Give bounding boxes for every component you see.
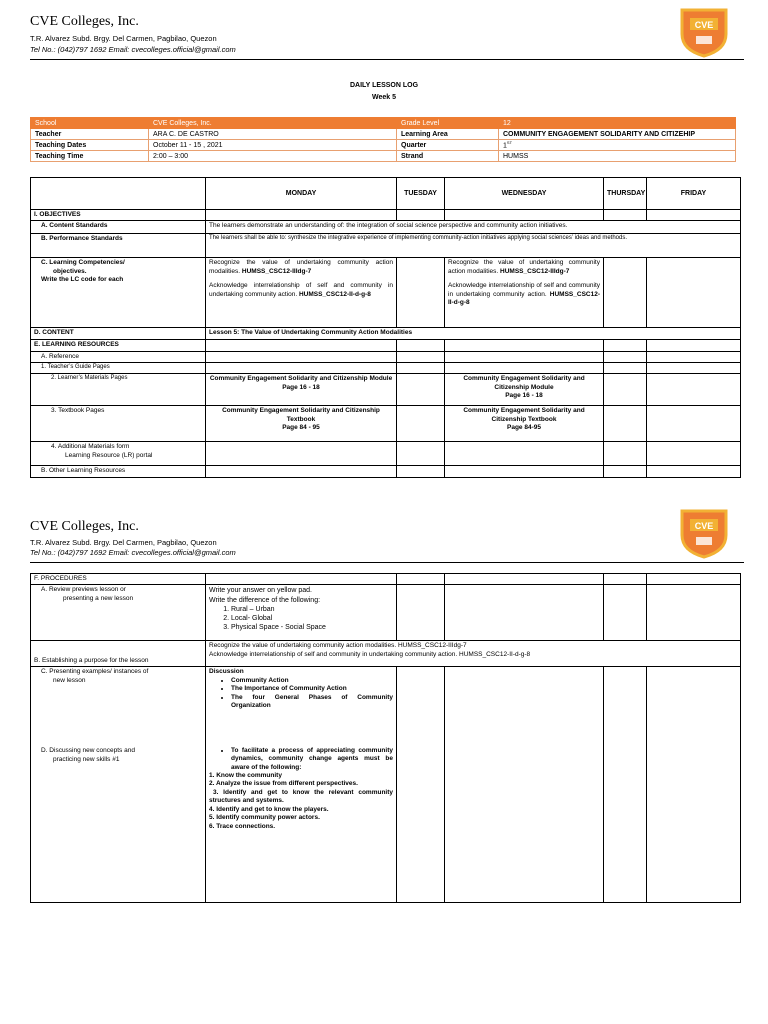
dates-value: October 11 - 15 , 2021: [149, 140, 397, 151]
review-label: [31, 585, 206, 641]
empty-cell: [604, 442, 647, 466]
concepts-bullet: • To facilitate a process of appreciating community dynamics, community change agents must be aware of the following:: [231, 747, 393, 772]
empty-cell: [647, 374, 741, 406]
empty-cell: [647, 258, 741, 328]
info-row-school: [31, 118, 736, 129]
competency-text: Acknowledge interrelationship of self and community in undertaking community action.: [448, 282, 600, 298]
content-standards-row: [31, 221, 741, 234]
objectives-heading-row: [31, 210, 741, 221]
purpose-line: Recognize the value of undertaking community action modalities. HUMSS_CSC12-IIIdg-7: [209, 642, 467, 650]
competencies-monday: [206, 258, 397, 328]
empty-cell: [445, 340, 604, 351]
empty-cell: [647, 442, 741, 466]
other-resources-row: [31, 466, 741, 477]
empty-cell: [397, 585, 445, 641]
school-label: School: [31, 118, 149, 129]
teacher-label: Teacher: [31, 129, 149, 140]
performance-standards-label: B. Performance Standards: [31, 234, 206, 258]
day-monday: MONDAY: [206, 178, 397, 210]
competency-text: Recognize the value of undertaking community action modalities.: [209, 259, 393, 275]
examples-label-line: new lesson: [53, 676, 86, 684]
learners-materials-monday: [206, 374, 397, 406]
discussion-labels: [31, 667, 206, 903]
grade-value: 12: [499, 118, 736, 129]
concepts-step: 2. Analyze the issue from different perspectives.: [209, 780, 358, 788]
content-value: Lesson 5: The Value of Undertaking Community Action Modalities: [206, 328, 741, 340]
learners-materials-label: 2. Learner’s Materials Pages: [31, 374, 206, 406]
time-value: 2:00 – 3:00: [149, 151, 397, 162]
competency-code: HUMSS_CSC12-IIIdg-7: [241, 267, 312, 275]
grade-label: Grade Level: [397, 118, 499, 129]
resources-heading: E. LEARNING RESOURCES: [31, 340, 206, 351]
additional-materials-row: [31, 442, 741, 466]
competency-text: Recognize the value of undertaking community action modalities.: [448, 259, 600, 275]
module-title: Community Engagement Solidarity and Citizenship Module: [209, 375, 393, 383]
empty-cell: [397, 442, 445, 466]
empty-cell: [445, 351, 604, 362]
reference-label: A. Reference: [31, 351, 206, 362]
corner-cell: [31, 178, 206, 210]
logo-text: CVE: [694, 20, 714, 30]
day-wednesday: WEDNESDAY: [445, 178, 604, 210]
empty-cell: [445, 585, 604, 641]
purpose-row: [31, 641, 741, 667]
info-row-dates: [31, 140, 736, 151]
empty-cell: [445, 363, 604, 374]
other-resources-label: B. Other Learning Resources: [31, 466, 206, 477]
discussion-title: Discussion: [209, 668, 244, 676]
empty-cell: [445, 466, 604, 477]
empty-cell: [604, 351, 647, 362]
strand-label: Strand: [397, 151, 499, 162]
procedures-heading-row: [31, 574, 741, 585]
day-thursday: THURSDAY: [604, 178, 647, 210]
school-contact: Tel No.: (042)797 1692 Email: cvecolleges.official@gmail.com: [30, 45, 236, 54]
empty-cell: [604, 363, 647, 374]
concepts-label-line: practicing new skills #1: [53, 755, 120, 763]
info-row-time: [31, 151, 736, 162]
empty-cell: [647, 585, 741, 641]
log-week: Week 5: [372, 94, 396, 101]
dates-label: Teaching Dates: [31, 140, 149, 151]
day-friday: FRIDAY: [647, 178, 741, 210]
area-label: Learning Area: [397, 129, 499, 140]
competency-code: HUMSS_CSC12-IIIdg-7: [500, 267, 570, 275]
content-standards-label: A. Content Standards: [31, 221, 206, 234]
review-item: 1. Rural – Urban: [231, 605, 393, 614]
school-name: CVE Colleges, Inc.: [30, 519, 139, 534]
school-address: T.R. Alvarez Subd. Brgy. Del Carmen, Pagbilao, Quezon: [30, 34, 217, 43]
info-table: [30, 117, 736, 162]
competencies-label-line: Write the LC code for each: [41, 276, 124, 284]
empty-cell: [647, 466, 741, 477]
review-label-line: A. Review previews lesson or: [41, 586, 126, 594]
teacher-value: ARA C. DE CASTRO: [149, 129, 397, 140]
empty-cell: [206, 466, 397, 477]
concepts-label-line: D. Discussing new concepts and: [41, 747, 135, 755]
competencies-row: [31, 258, 741, 328]
log-title: DAILY LESSON LOG: [349, 82, 419, 89]
empty-cell: [397, 363, 445, 374]
review-instruction: Write the difference of the following:: [209, 596, 321, 604]
content-standards-text: The learners demonstrate an understanding of: the integration of social science perspective and community action initiatives.: [206, 221, 741, 234]
empty-cell: [604, 406, 647, 442]
school-logo: [676, 4, 732, 63]
day-tuesday: TUESDAY: [397, 178, 445, 210]
review-item: 2. Local- Global: [231, 614, 393, 623]
empty-cell: [647, 574, 741, 585]
purpose-text: [206, 641, 741, 667]
quarter-number: 1: [503, 142, 507, 150]
examples-label-line: C. Presenting examples/ instances of: [41, 668, 149, 676]
discussion-item: • The four General Phases of Community Organization: [231, 694, 393, 711]
textbook-wednesday: [445, 406, 604, 442]
purpose-line: Acknowledge interrelationship of self and community in undertaking community action. HUMSS_CSC12-II-d-g-8: [209, 650, 531, 658]
empty-cell: [397, 374, 445, 406]
empty-cell: [397, 258, 445, 328]
reference-row: [31, 351, 741, 362]
empty-cell: [206, 210, 397, 221]
review-item: 3. Physical Space - Social Space: [231, 623, 393, 632]
competency-code: HUMSS_CSC12-II-d-g-8: [298, 290, 371, 298]
performance-standards-text: The learners shall be able to: synthesize the integrative experience of implementing community-action initiatives applying social sciences’ ideas and methods.: [206, 234, 741, 258]
empty-cell: [206, 442, 397, 466]
empty-cell: [397, 667, 445, 903]
empty-cell: [397, 210, 445, 221]
empty-cell: [397, 340, 445, 351]
empty-cell: [397, 466, 445, 477]
review-instruction: Write your answer on yellow pad.: [209, 587, 312, 595]
concepts-step: 5. Identify community power actors.: [209, 814, 320, 822]
discussion-item: • The Importance of Community Action: [231, 685, 393, 693]
empty-cell: [397, 406, 445, 442]
module-pages: Page 16 - 18: [505, 392, 543, 400]
empty-cell: [604, 374, 647, 406]
discussion-monday: [206, 667, 397, 903]
competencies-label-line: objectives.: [53, 267, 87, 275]
competency-code: HUMSS_CSC12-II-d-g-8: [448, 290, 600, 307]
concepts-step: 3. Identify and get to know the relevant community structures and systems.: [209, 788, 393, 805]
learners-materials-row: [31, 374, 741, 406]
learners-materials-wednesday: [445, 374, 604, 406]
school-name: CVE Colleges, Inc.: [30, 14, 139, 29]
concepts-step: 1. Know the community: [209, 771, 282, 779]
empty-cell: [647, 351, 741, 362]
header-divider: [30, 59, 744, 60]
empty-cell: [647, 363, 741, 374]
textbook-pages: Page 84 - 95: [282, 424, 320, 432]
info-row-teacher: [31, 129, 736, 140]
lesson-grid: [30, 177, 741, 478]
textbook-pages: Page 84-95: [507, 424, 541, 432]
empty-cell: [604, 258, 647, 328]
empty-cell: [647, 340, 741, 351]
days-header-row: [31, 178, 741, 210]
module-title: Community Engagement Solidarity and Citizenship Module: [463, 375, 585, 391]
school-logo: [676, 505, 732, 564]
teachers-guide-label: 1. Teacher’s Guide Pages: [31, 363, 206, 374]
empty-cell: [397, 351, 445, 362]
concepts-step: 4. Identify and get to know the players.: [209, 805, 329, 813]
resources-heading-row: [31, 340, 741, 351]
competencies-label-line: C. Learning Competencies/: [41, 259, 125, 267]
performance-standards-row: [31, 234, 741, 258]
time-label: Teaching Time: [31, 151, 149, 162]
content-row: [31, 328, 741, 340]
procedures-heading: F. PROCEDURES: [31, 574, 206, 585]
discussion-row: [31, 667, 741, 903]
discussion-item: • Community Action: [231, 677, 393, 685]
additional-materials-line: Learning Resource (LR) portal: [65, 451, 153, 459]
competency-text: Acknowledge interrelationship of self and community in undertaking community action.: [209, 282, 393, 298]
empty-cell: [604, 667, 647, 903]
empty-cell: [397, 574, 445, 585]
teachers-guide-row: [31, 363, 741, 374]
area-value: COMMUNITY ENGAGEMENT SOLIDARITY AND CITIZEHIP: [499, 129, 736, 140]
empty-cell: [445, 667, 604, 903]
empty-cell: [206, 351, 397, 362]
strand-value: HUMSS: [499, 151, 736, 162]
next-page-logo: [694, 1018, 718, 1024]
review-label-line: presenting a new lesson: [63, 594, 134, 602]
content-label: D. CONTENT: [31, 328, 206, 340]
review-row: [31, 585, 741, 641]
review-monday: [206, 585, 397, 641]
textbook-title: Community Engagement Solidarity and Citizenship Textbook: [463, 407, 585, 423]
header-divider: [30, 562, 744, 563]
competencies-wednesday: [445, 258, 604, 328]
empty-cell: [604, 574, 647, 585]
purpose-label: B. Establishing a purpose for the lesson: [31, 641, 206, 667]
concepts-step: 6. Trace connections.: [209, 822, 276, 830]
empty-cell: [445, 574, 604, 585]
empty-cell: [647, 210, 741, 221]
quarter-label: Quarter: [397, 140, 499, 151]
procedures-grid: [30, 573, 741, 903]
empty-cell: [445, 210, 604, 221]
empty-cell: [206, 574, 397, 585]
textbook-title: Community Engagement Solidarity and Citizenship Textbook: [222, 407, 380, 423]
competencies-label: [31, 258, 206, 328]
textbook-monday: [206, 406, 397, 442]
module-pages: Page 16 - 18: [282, 383, 320, 391]
quarter-value: [499, 140, 736, 151]
school-contact: Tel No.: (042)797 1692 Email: cvecolleges.official@gmail.com: [30, 548, 236, 557]
logo-text: CVE: [694, 521, 714, 531]
empty-cell: [206, 363, 397, 374]
empty-cell: [604, 585, 647, 641]
quarter-suffix: ST: [506, 140, 513, 146]
school-address: T.R. Alvarez Subd. Brgy. Del Carmen, Pagbilao, Quezon: [30, 538, 217, 547]
empty-cell: [604, 210, 647, 221]
empty-cell: [647, 406, 741, 442]
textbook-label: 3. Textbook Pages: [31, 406, 206, 442]
empty-cell: [647, 667, 741, 903]
empty-cell: [206, 340, 397, 351]
additional-materials-line: 4. Additional Materials form: [51, 443, 130, 451]
empty-cell: [445, 442, 604, 466]
empty-cell: [604, 340, 647, 351]
objectives-heading: I. OBJECTIVES: [31, 210, 206, 221]
empty-cell: [604, 466, 647, 477]
textbook-row: [31, 406, 741, 442]
additional-materials-label: [31, 442, 206, 466]
school-value: CVE Colleges, Inc.: [149, 118, 397, 129]
